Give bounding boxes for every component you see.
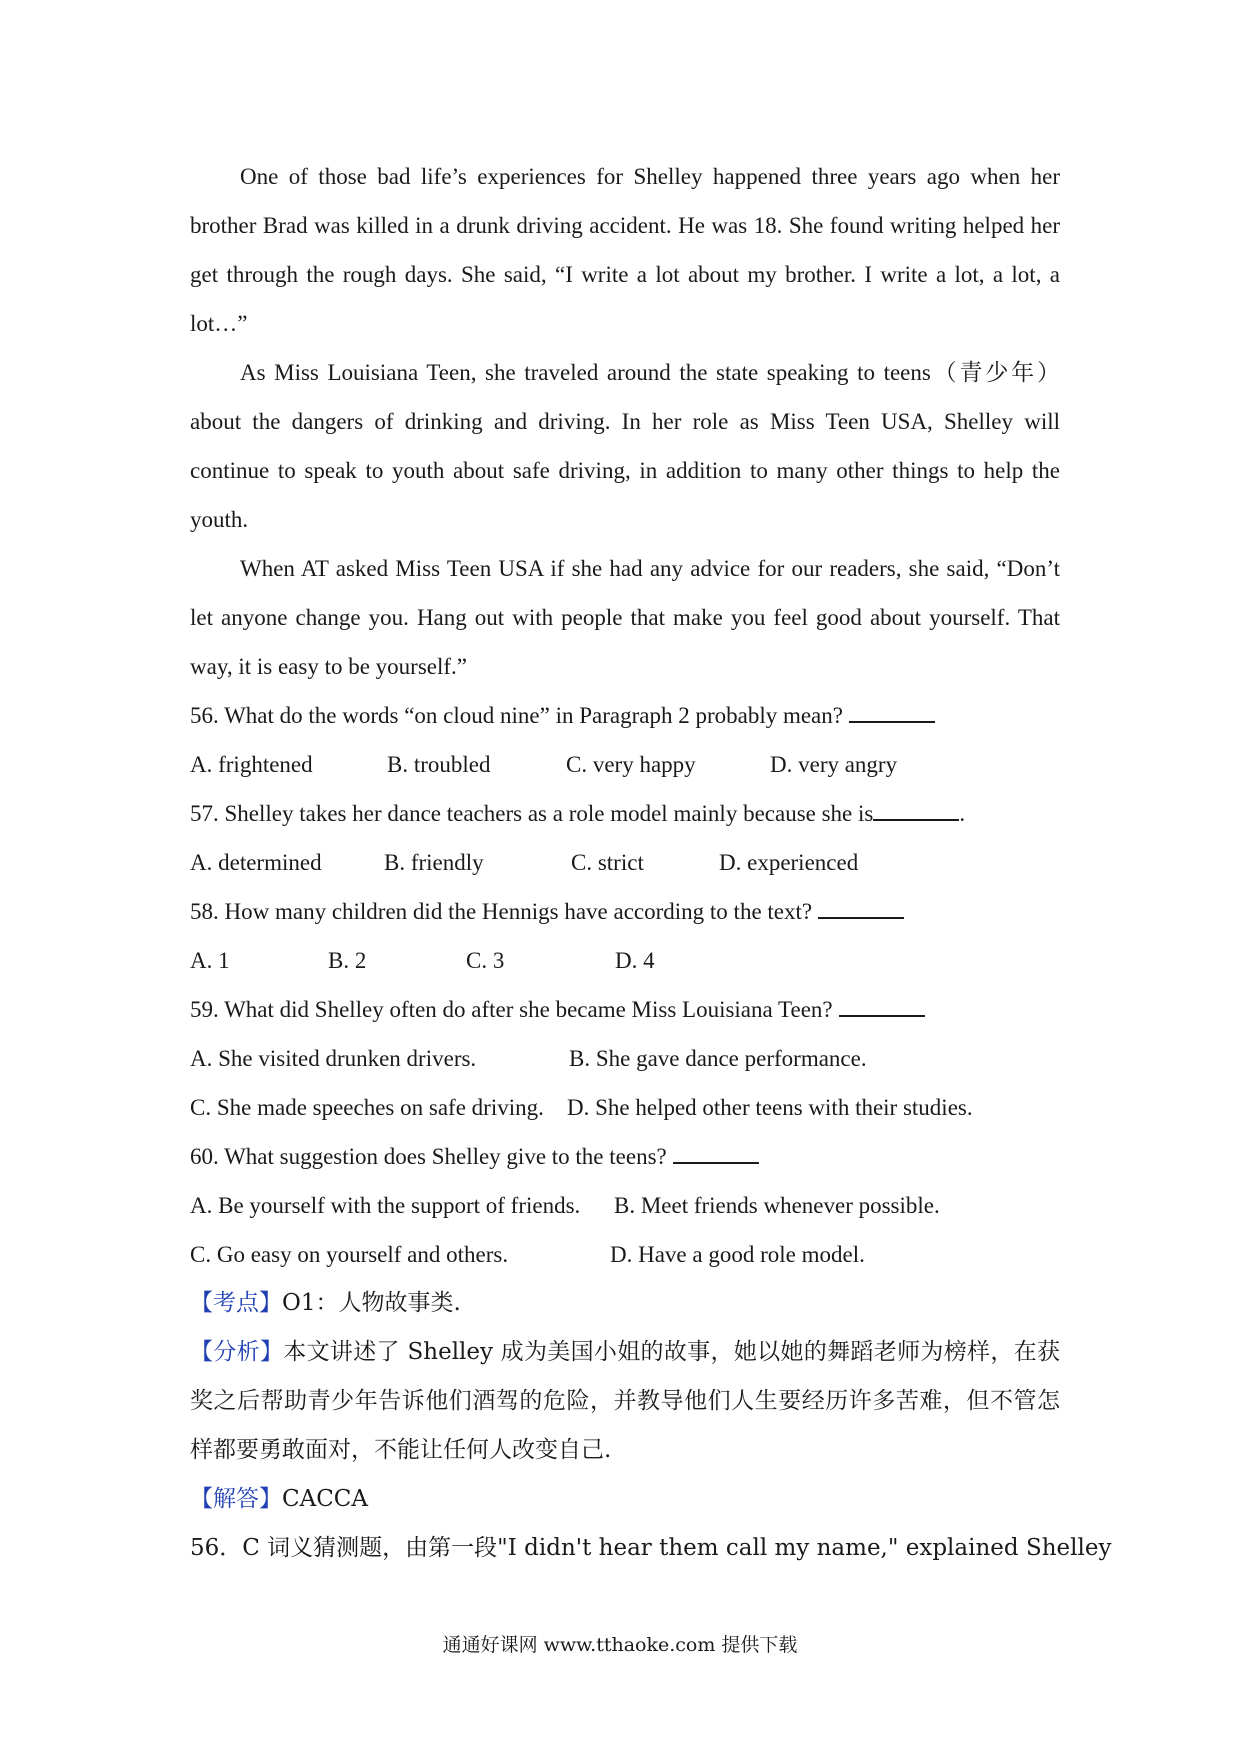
kaodian-line	[190, 1279, 1060, 1328]
option-a: A. determined	[190, 850, 322, 875]
answer-blank	[673, 1161, 759, 1164]
option-a: A. frightened	[190, 752, 313, 777]
question-59-options-row2	[190, 1083, 1060, 1132]
passage-paragraph-1: One of those bad life’s experiences for Shelley happened three years ago when her brother Brad was killed in a drunk driving accident. He was 18. She found writing helped her get through the rough days. She said, “I write a lot about my brother. I write a lot, a lot, a lot…”	[190, 164, 1060, 336]
option-b: B. 2	[328, 948, 367, 973]
question-57-options	[190, 838, 1060, 887]
option-b: B. Meet friends whenever possible.	[614, 1193, 940, 1218]
option-a: A. She visited drunken drivers.	[190, 1046, 477, 1071]
fenxi-paragraph	[190, 1328, 1060, 1475]
kaodian-tag: 【考点】	[190, 1290, 282, 1316]
jieda-text: CACCA	[282, 1486, 369, 1512]
option-b: B. troubled	[387, 752, 491, 777]
option-b: B. She gave dance performance.	[569, 1046, 867, 1071]
question-56-stem: 56. What do the words “on cloud nine” in Paragraph 2 probably mean?	[190, 691, 1060, 740]
question-58-stem: 58. How many children did the Hennigs have according to the text?	[190, 887, 1060, 936]
question-59-options-row1	[190, 1034, 1060, 1083]
question-60-options-row1	[190, 1181, 1060, 1230]
answer-blank	[839, 1014, 925, 1017]
option-d: D. very angry	[770, 752, 898, 777]
option-c: C. Go easy on yourself and others.	[190, 1242, 509, 1267]
jieda-line	[190, 1475, 1060, 1524]
passage-paragraph-2: As Miss Louisiana Teen, she traveled around the state speaking to teens（青少年）about the dangers of drinking and driving. In her role as Miss Teen USA, Shelley will continue to speak to youth about safe driving, in addition to many other things to help the youth.	[190, 360, 1060, 532]
fenxi-tag: 【分析】	[190, 1339, 284, 1365]
option-c: C. She made speeches on safe driving.	[190, 1095, 544, 1120]
fenxi-text: 本文讲述了 Shelley 成为美国小姐的故事，她以她的舞蹈老师为榜样，在获奖之后帮助青少年告诉他们酒驾的危险，并教导他们人生要经历许多苦难，但不管怎样都要勇敢面对，不能让任何人改变自己.	[190, 1339, 1060, 1463]
page-footer: 通通好课网 www.tthaoke.com 提供下载	[442, 1634, 798, 1656]
answer-blank	[849, 720, 935, 723]
question-60-options-row2	[190, 1230, 1060, 1279]
option-c: C. 3	[466, 948, 505, 973]
question-56-options	[190, 740, 1060, 789]
option-c: C. strict	[571, 850, 644, 875]
explanation-56: 56．C 词义猜测题，由第一段"I didn't hear them call my name," explained Shelley	[190, 1535, 1112, 1561]
question-60-stem: 60. What suggestion does Shelley give to the teens?	[190, 1132, 1060, 1181]
question-58-options	[190, 936, 1060, 985]
option-b: B. friendly	[384, 850, 484, 875]
option-d: D. She helped other teens with their studies.	[567, 1095, 973, 1120]
option-a: A. Be yourself with the support of friends.	[190, 1193, 581, 1218]
option-d: D. Have a good role model.	[610, 1242, 865, 1267]
page-content	[190, 152, 1112, 1573]
answer-blank	[873, 818, 959, 821]
option-d: D. experienced	[719, 850, 859, 875]
answer-blank	[818, 916, 904, 919]
question-59-stem: 59. What did Shelley often do after she became Miss Louisiana Teen?	[190, 985, 1060, 1034]
option-a: A. 1	[190, 948, 230, 973]
passage-paragraph-3: When AT asked Miss Teen USA if she had any advice for our readers, she said, “Don’t let anyone change you. Hang out with people that make you feel good about yourself. That way, it is easy to be yourself.”	[190, 556, 1060, 679]
question-57-stem: 57. Shelley takes her dance teachers as a role model mainly because she is .	[190, 801, 966, 826]
jieda-tag: 【解答】	[190, 1486, 282, 1512]
option-c: C. very happy	[566, 752, 696, 777]
option-d: D. 4	[615, 948, 655, 973]
kaodian-text: O1：人物故事类.	[282, 1290, 461, 1316]
